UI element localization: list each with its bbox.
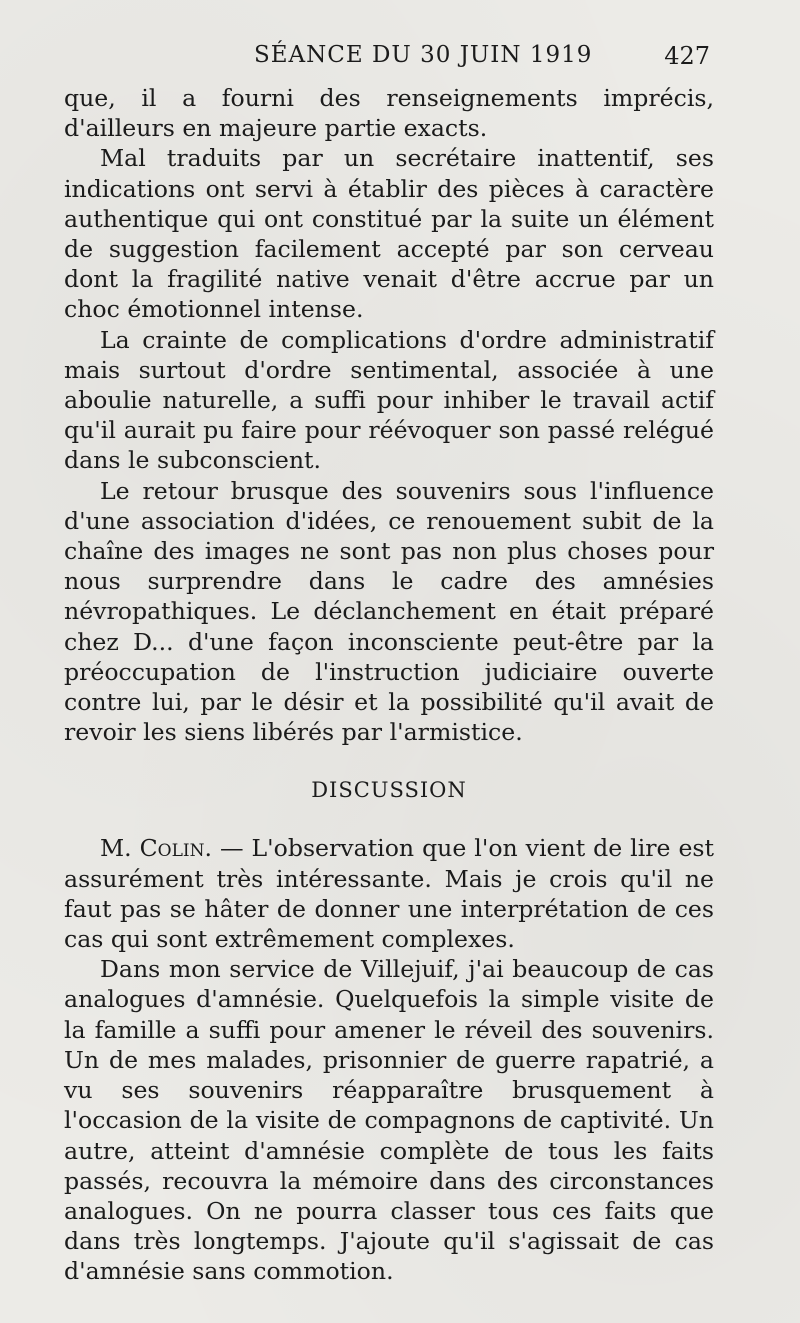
section-heading-discussion: DISCUSSION [311,778,467,803]
discussion-paragraph: Dans mon service de Villejuif, j'ai beaucoup de cas analogues d'amnésie. Quelquefois la simple visite de la famille a suffi pour amener le réveil des souvenirs. Un de mes malades, prisonnier de guerre rapatrié, a vu ses souvenirs réapparaître brusquement à l'occasion de la visite de compagnons de captivité. Un autre, atteint d'amnésie complète de tous les faits passés, recouvra la mémoire dans des circonstances analogues. On ne pourra classer tous ces faits que dans très longtemps. J'ajoute qu'il s'agissait de cas d'amnésie sans commotion. [64,955,714,1286]
header-title: SÉANCE DU 30 JUIN 1919 [254,42,593,68]
paragraph: Mal traduits par un secrétaire inattentif, ses indications ont servi à établir des pièces à caractère authentique qui ont constitué par la suite un élément de suggestion facilement accepté par son cerveau dont la fragilité native venait d'être accrue par un choc émotionnel intense. [64,144,714,324]
paragraph-continuation: que, il a fourni des renseignements imprécis, d'ailleurs en majeure partie exacts. [64,84,714,143]
body-text [64,83,714,1287]
discussion-text: — L'observation que l'on vient de lire est assurément très intéressante. Mais je crois qu'il ne faut pas se hâter de donner une interprétation de ces cas qui sont extrêmement complexes. [64,834,714,954]
discussion-paragraph [64,833,714,954]
running-head [0,42,800,72]
paragraph: Le retour brusque des souvenirs sous l'influence d'une association d'idées, ce renouement subit de la chaîne des images ne sont pas non plus choses pour nous surprendre dans le cadre des amnésies névropathiques. Le déclanchement en était préparé chez D... d'une façon inconsciente peut-être par la préoccupation de l'instruction judiciaire ouverte contre lui, par le désir et la possibilité qu'il avait de revoir les siens libérés par l'armistice. [64,476,714,747]
paragraph: La crainte de complications d'ordre administratif mais surtout d'ordre sentimental, associée à une aboulie naturelle, a suffi pour inhiber le travail actif qu'il aurait pu faire pour réévoquer son passé relégué dans le subconscient. [64,325,714,475]
speaker-name: M. Colin. [100,834,212,863]
page-number: 427 [664,42,710,70]
